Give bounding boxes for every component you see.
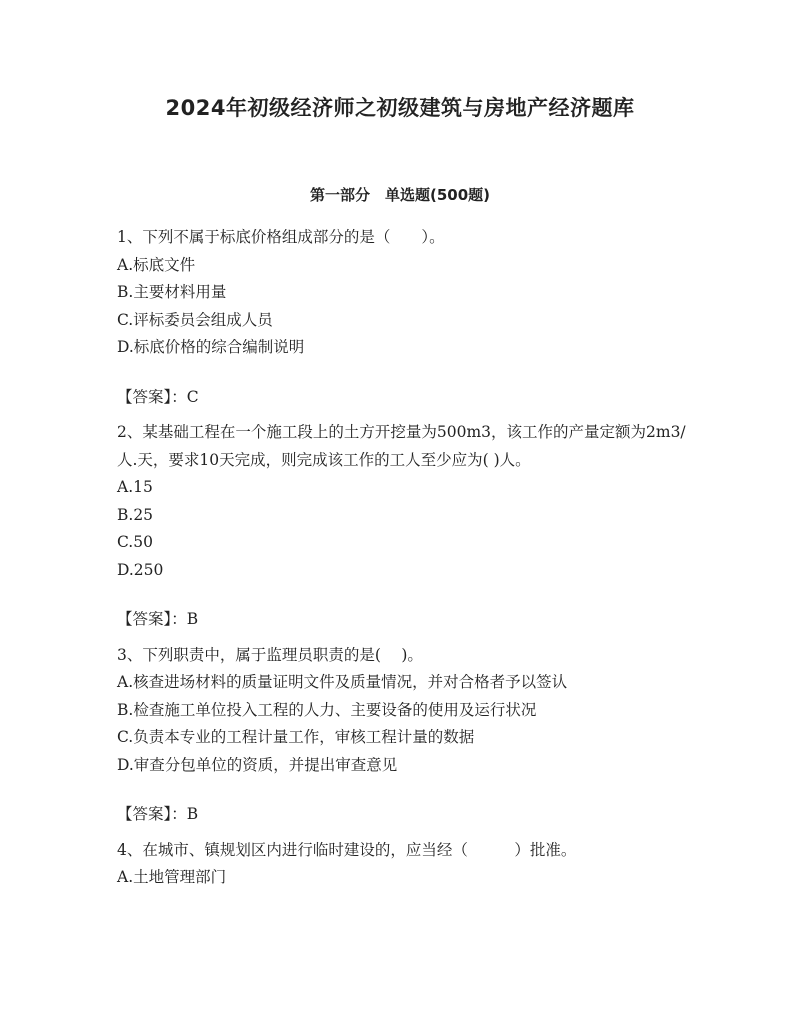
option-a: A.核查进场材料的质量证明文件及质量情况，并对合格者予以签认	[117, 673, 568, 691]
option-a: A.土地管理部门	[117, 868, 227, 886]
option-d: D.标底价格的综合编制说明	[117, 338, 305, 356]
question-list	[117, 224, 687, 892]
option-d: D.审查分包单位的资质，并提出审查意见	[117, 755, 398, 774]
option-a: A.15	[117, 478, 153, 496]
question-stem: 4、在城市、镇规划区内进行临时建设的，应当经（ ）批准。	[117, 840, 577, 859]
question-1	[117, 224, 687, 419]
option-b: B.检查施工单位投入工程的人力、主要设备的使用及运行状况	[117, 700, 537, 719]
document-title: 2024年初级经济师之初级建筑与房地产经济题库	[165, 96, 635, 120]
option-a: A.标底文件	[117, 255, 196, 274]
section-heading: 第一部分 单选题(500题)	[309, 186, 491, 204]
option-d: D.250	[117, 560, 164, 579]
option-c: C.50	[117, 533, 153, 551]
option-b: B.25	[117, 505, 154, 524]
option-c: C.评标委员会组成人员	[117, 310, 273, 329]
answer-label: 【答案】：B	[117, 610, 199, 628]
option-c: C.负责本专业的工程计量工作，审核工程计量的数据	[117, 728, 475, 746]
answer-label: 【答案】：C	[117, 387, 199, 406]
question-3	[117, 642, 687, 837]
answer-label: 【答案】：B	[117, 805, 199, 823]
question-stem: 1、下列不属于标底价格组成部分的是（ ）。	[117, 228, 445, 246]
question-stem: 2、某基础工程在一个施工段上的土方开挖量为500m3，该工作的产量定额为2m3/人.天，要求10天完成，则完成该工作的工人至少应为( )人。	[117, 423, 686, 469]
question-stem: 3、下列职责中，属于监理员职责的是( )。	[117, 645, 423, 664]
option-b: B.主要材料用量	[117, 283, 227, 301]
question-2	[117, 419, 687, 642]
question-4	[117, 837, 687, 892]
